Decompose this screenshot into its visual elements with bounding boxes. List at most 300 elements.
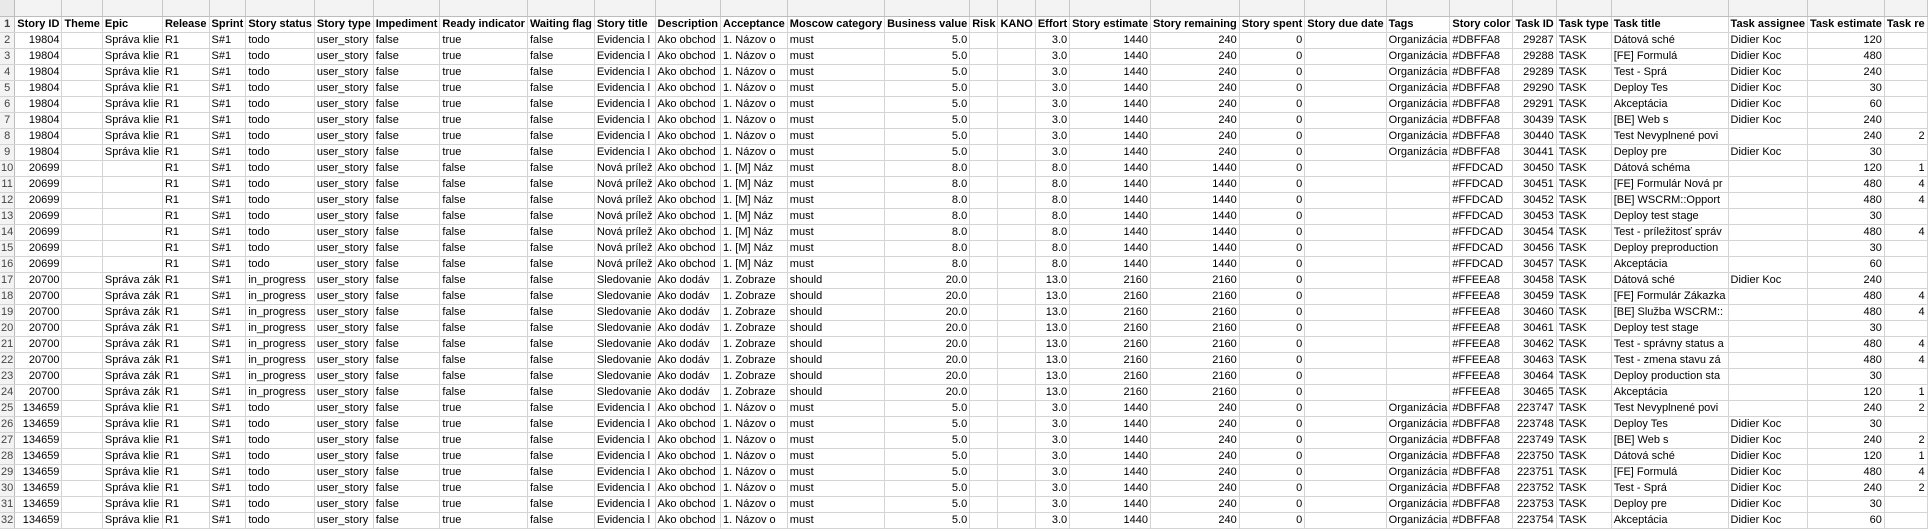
cell[interactable]: 3.0 [1035,416,1069,432]
cell[interactable] [970,256,998,272]
cell[interactable]: Evidencia l [594,48,655,64]
cell[interactable]: Organizácia [1386,112,1450,128]
cell[interactable]: #FFDCAD [1450,224,1513,240]
cell[interactable] [1305,400,1386,416]
cell[interactable] [62,128,102,144]
cell[interactable]: 20700 [15,288,62,304]
cell[interactable]: user_story [314,512,373,528]
cell[interactable]: 2160 [1150,272,1239,288]
column-title-cell[interactable]: Task estimate [1807,16,1884,32]
cell[interactable]: 0 [1239,432,1305,448]
cell[interactable]: todo [246,64,315,80]
cell[interactable]: Didier Koc [1728,96,1807,112]
cell[interactable]: S#1 [209,176,246,192]
cell[interactable]: 8.0 [885,176,970,192]
cell[interactable]: TASK [1556,384,1611,400]
cell[interactable]: Nová prílež [594,160,655,176]
column-title-cell[interactable]: Epic [102,16,162,32]
cell[interactable] [62,432,102,448]
cell[interactable]: 2160 [1070,320,1151,336]
cell[interactable]: 1. [M] Náz [721,256,788,272]
cell[interactable]: Test Nevyplnené povi [1611,128,1728,144]
column-title-cell[interactable]: Task title [1611,16,1728,32]
cell[interactable]: #FFEEA8 [1450,352,1513,368]
cell[interactable]: Sledovanie [594,272,655,288]
cell[interactable]: TASK [1556,208,1611,224]
cell[interactable]: Správa zák [102,288,162,304]
cell[interactable]: 5.0 [885,32,970,48]
cell[interactable]: 240 [1807,400,1884,416]
cell[interactable]: 480 [1807,176,1884,192]
cell[interactable]: 0 [1239,272,1305,288]
cell[interactable]: #FFEEA8 [1450,272,1513,288]
cell[interactable] [1728,320,1807,336]
cell[interactable]: Evidencia l [594,112,655,128]
cell[interactable]: 134659 [15,432,62,448]
cell[interactable] [1305,320,1386,336]
cell[interactable]: Ako obchod [655,224,721,240]
cell[interactable]: 480 [1807,304,1884,320]
cell[interactable]: Správa klie [102,48,162,64]
cell[interactable]: 0 [1239,128,1305,144]
cell[interactable]: S#1 [209,288,246,304]
column-header[interactable] [1728,0,1807,16]
cell[interactable]: Správa klie [102,464,162,480]
cell[interactable] [1305,384,1386,400]
cell[interactable] [62,400,102,416]
cell[interactable]: Organizácia [1386,80,1450,96]
column-title-cell[interactable]: Sprint [209,16,246,32]
cell[interactable] [62,176,102,192]
cell[interactable]: S#1 [209,352,246,368]
cell[interactable]: #DBFFA8 [1450,400,1513,416]
cell[interactable]: true [440,464,528,480]
cell[interactable]: 30451 [1513,176,1556,192]
cell[interactable]: 20.0 [885,272,970,288]
cell[interactable]: R1 [162,96,209,112]
cell[interactable]: 0 [1239,512,1305,528]
column-header[interactable] [1150,0,1239,16]
cell[interactable] [1728,160,1807,176]
cell[interactable]: false [527,352,594,368]
cell[interactable]: 0 [1239,240,1305,256]
row-number[interactable]: 18 [0,288,15,304]
cell[interactable]: #FFDCAD [1450,192,1513,208]
cell[interactable] [998,144,1035,160]
cell[interactable]: 240 [1807,128,1884,144]
cell[interactable]: 20.0 [885,368,970,384]
cell[interactable]: 3.0 [1035,512,1069,528]
cell[interactable]: 1. Zobraze [721,320,788,336]
cell[interactable]: 1440 [1070,240,1151,256]
cell[interactable]: R1 [162,304,209,320]
cell[interactable]: todo [246,192,315,208]
column-header[interactable] [885,0,970,16]
cell[interactable]: 5.0 [885,80,970,96]
cell[interactable] [970,224,998,240]
row-number[interactable]: 6 [0,96,15,112]
cell[interactable]: false [440,272,528,288]
cell[interactable]: TASK [1556,256,1611,272]
cell[interactable] [1884,144,1927,160]
cell[interactable]: Správa klie [102,32,162,48]
cell[interactable]: 2160 [1150,368,1239,384]
cell[interactable]: 1440 [1070,512,1151,528]
cell[interactable]: 8.0 [1035,256,1069,272]
cell[interactable]: [FE] Formulár Nová pr [1611,176,1728,192]
row-number[interactable]: 25 [0,400,15,416]
cell[interactable]: 20.0 [885,320,970,336]
cell[interactable] [1386,384,1450,400]
cell[interactable]: in_progress [246,352,315,368]
cell[interactable]: R1 [162,64,209,80]
cell[interactable]: 30465 [1513,384,1556,400]
cell[interactable]: Deploy pre [1611,496,1728,512]
cell[interactable]: user_story [314,80,373,96]
cell[interactable]: 0 [1239,192,1305,208]
cell[interactable]: todo [246,96,315,112]
cell[interactable]: 1. Zobraze [721,336,788,352]
cell[interactable]: 223754 [1513,512,1556,528]
cell[interactable]: R1 [162,272,209,288]
cell[interactable]: 5.0 [885,48,970,64]
cell[interactable]: R1 [162,208,209,224]
cell[interactable] [1884,256,1927,272]
cell[interactable]: 1. [M] Náz [721,224,788,240]
cell[interactable]: Deploy Tes [1611,80,1728,96]
cell[interactable]: 13.0 [1035,352,1069,368]
cell[interactable]: Evidencia l [594,32,655,48]
cell[interactable]: false [440,336,528,352]
cell[interactable] [998,80,1035,96]
cell[interactable]: false [440,256,528,272]
cell[interactable]: false [373,384,440,400]
cell[interactable]: 2160 [1070,352,1151,368]
cell[interactable]: Didier Koc [1728,144,1807,160]
cell[interactable]: 13.0 [1035,288,1069,304]
cell[interactable]: 20699 [15,208,62,224]
cell[interactable]: 1440 [1070,496,1151,512]
cell[interactable]: Organizácia [1386,64,1450,80]
cell[interactable] [1305,352,1386,368]
cell[interactable]: should [787,320,884,336]
cell[interactable] [1728,368,1807,384]
cell[interactable] [62,224,102,240]
cell[interactable]: Didier Koc [1728,496,1807,512]
cell[interactable] [1305,80,1386,96]
cell[interactable]: S#1 [209,208,246,224]
cell[interactable]: false [373,48,440,64]
cell[interactable]: false [440,176,528,192]
cell[interactable]: 0 [1239,496,1305,512]
cell[interactable]: #FFEEA8 [1450,304,1513,320]
cell[interactable] [1305,176,1386,192]
cell[interactable] [1386,336,1450,352]
cell[interactable]: in_progress [246,288,315,304]
cell[interactable]: 0 [1239,448,1305,464]
cell[interactable]: Deploy preproduction [1611,240,1728,256]
cell[interactable]: Správa klie [102,432,162,448]
cell[interactable]: TASK [1556,96,1611,112]
cell[interactable]: 1440 [1070,144,1151,160]
cell[interactable]: false [373,256,440,272]
cell[interactable]: TASK [1556,400,1611,416]
cell[interactable]: todo [246,512,315,528]
cell[interactable] [1386,160,1450,176]
cell[interactable]: 8.0 [1035,192,1069,208]
cell[interactable]: 30439 [1513,112,1556,128]
cell[interactable] [970,416,998,432]
cell[interactable]: Dátová schéma [1611,160,1728,176]
cell[interactable]: S#1 [209,160,246,176]
cell[interactable] [62,32,102,48]
column-header[interactable] [373,0,440,16]
cell[interactable]: false [527,384,594,400]
cell[interactable]: 1. Názov o [721,496,788,512]
cell[interactable]: R1 [162,416,209,432]
cell[interactable] [62,192,102,208]
cell[interactable]: Didier Koc [1728,112,1807,128]
cell[interactable]: 1. Zobraze [721,368,788,384]
cell[interactable] [1728,400,1807,416]
cell[interactable]: 1440 [1070,400,1151,416]
cell[interactable]: 1. Názov o [721,48,788,64]
cell[interactable]: 0 [1239,464,1305,480]
cell[interactable]: user_story [314,256,373,272]
cell[interactable]: S#1 [209,80,246,96]
cell[interactable]: 20699 [15,192,62,208]
cell[interactable]: must [787,416,884,432]
cell[interactable]: 223750 [1513,448,1556,464]
cell[interactable]: #DBFFA8 [1450,48,1513,64]
cell[interactable]: 29287 [1513,32,1556,48]
cell[interactable]: 30 [1807,416,1884,432]
cell[interactable] [998,336,1035,352]
cell[interactable]: 480 [1807,288,1884,304]
cell[interactable]: 1440 [1070,112,1151,128]
cell[interactable]: false [527,80,594,96]
cell[interactable]: R1 [162,176,209,192]
cell[interactable]: Sledovanie [594,384,655,400]
cell[interactable]: user_story [314,448,373,464]
cell[interactable]: 30450 [1513,160,1556,176]
cell[interactable]: R1 [162,368,209,384]
column-title-cell[interactable]: Theme [62,16,102,32]
cell[interactable] [1305,192,1386,208]
cell[interactable] [62,96,102,112]
cell[interactable]: TASK [1556,416,1611,432]
row-number[interactable]: 31 [0,496,15,512]
column-title-cell[interactable]: Story estimate [1070,16,1151,32]
cell[interactable]: 3.0 [1035,448,1069,464]
cell[interactable] [998,176,1035,192]
cell[interactable]: todo [246,80,315,96]
cell[interactable]: S#1 [209,336,246,352]
cell[interactable]: Didier Koc [1728,80,1807,96]
cell[interactable]: false [527,48,594,64]
cell[interactable]: 240 [1150,32,1239,48]
cell[interactable]: 19804 [15,144,62,160]
cell[interactable]: 19804 [15,48,62,64]
column-title-cell[interactable]: KANO [998,16,1035,32]
cell[interactable]: TASK [1556,272,1611,288]
cell[interactable]: 3.0 [1035,64,1069,80]
cell[interactable]: 20700 [15,304,62,320]
cell[interactable]: Deploy test stage [1611,320,1728,336]
cell[interactable]: 1. Zobraze [721,288,788,304]
cell[interactable]: true [440,64,528,80]
cell[interactable]: 0 [1239,288,1305,304]
cell[interactable] [970,448,998,464]
cell[interactable]: false [527,480,594,496]
cell[interactable]: todo [246,160,315,176]
row-number[interactable]: 30 [0,480,15,496]
cell[interactable]: 134659 [15,416,62,432]
cell[interactable]: 1440 [1150,240,1239,256]
cell[interactable] [62,48,102,64]
cell[interactable] [998,512,1035,528]
cell[interactable]: false [527,336,594,352]
cell[interactable]: user_story [314,176,373,192]
cell[interactable] [62,320,102,336]
cell[interactable]: 3.0 [1035,496,1069,512]
cell[interactable]: true [440,96,528,112]
cell[interactable]: 20.0 [885,288,970,304]
column-header[interactable] [1884,0,1927,16]
cell[interactable]: 1. [M] Náz [721,192,788,208]
cell[interactable]: 0 [1239,368,1305,384]
cell[interactable]: false [373,176,440,192]
cell[interactable]: false [527,400,594,416]
cell[interactable] [998,448,1035,464]
cell[interactable]: must [787,480,884,496]
cell[interactable]: 4 [1884,192,1927,208]
cell[interactable]: TASK [1556,192,1611,208]
cell[interactable]: TASK [1556,320,1611,336]
cell[interactable]: 1. Zobraze [721,352,788,368]
cell[interactable]: Nová prílež [594,176,655,192]
cell[interactable]: 19804 [15,128,62,144]
cell[interactable]: 30 [1807,240,1884,256]
cell[interactable] [970,128,998,144]
cell[interactable]: Evidencia l [594,96,655,112]
cell[interactable]: 240 [1807,64,1884,80]
cell[interactable]: 223752 [1513,480,1556,496]
cell[interactable]: 20699 [15,224,62,240]
cell[interactable] [1884,48,1927,64]
cell[interactable]: 1. Názov o [721,32,788,48]
cell[interactable]: false [373,464,440,480]
cell[interactable] [62,352,102,368]
cell[interactable] [102,224,162,240]
cell[interactable]: 20.0 [885,352,970,368]
cell[interactable]: TASK [1556,160,1611,176]
column-title-cell[interactable]: Task re [1884,16,1927,32]
cell[interactable]: 120 [1807,160,1884,176]
cell[interactable]: 8.0 [1035,176,1069,192]
cell[interactable]: false [527,192,594,208]
cell[interactable]: 1440 [1150,160,1239,176]
cell[interactable]: Evidencia l [594,480,655,496]
cell[interactable]: 1. Názov o [721,64,788,80]
cell[interactable] [1386,304,1450,320]
cell[interactable] [1305,464,1386,480]
cell[interactable]: user_story [314,416,373,432]
cell[interactable]: false [373,64,440,80]
row-number[interactable]: 4 [0,64,15,80]
cell[interactable]: true [440,128,528,144]
cell[interactable]: 134659 [15,496,62,512]
cell[interactable]: todo [246,224,315,240]
cell[interactable]: #DBFFA8 [1450,464,1513,480]
cell[interactable]: user_story [314,128,373,144]
cell[interactable] [970,240,998,256]
cell[interactable]: 8.0 [1035,160,1069,176]
cell[interactable]: false [373,112,440,128]
column-title-cell[interactable]: Story status [246,16,315,32]
cell[interactable]: 4 [1884,336,1927,352]
cell[interactable]: 60 [1807,512,1884,528]
cell[interactable]: Didier Koc [1728,272,1807,288]
cell[interactable]: Organizácia [1386,144,1450,160]
cell[interactable]: Evidencia l [594,64,655,80]
cell[interactable]: false [373,400,440,416]
cell[interactable] [998,32,1035,48]
cell[interactable]: 5.0 [885,144,970,160]
cell[interactable]: 4 [1884,352,1927,368]
row-number[interactable]: 28 [0,448,15,464]
cell[interactable]: R1 [162,240,209,256]
cell[interactable]: 1440 [1150,176,1239,192]
cell[interactable]: must [787,128,884,144]
cell[interactable]: 60 [1807,256,1884,272]
cell[interactable]: #FFEEA8 [1450,288,1513,304]
cell[interactable]: S#1 [209,480,246,496]
cell[interactable]: true [440,400,528,416]
cell[interactable] [970,192,998,208]
row-number[interactable]: 11 [0,176,15,192]
cell[interactable]: S#1 [209,272,246,288]
cell[interactable] [1728,128,1807,144]
cell[interactable]: Ako dodáv [655,272,721,288]
cell[interactable]: 240 [1150,480,1239,496]
cell[interactable]: 60 [1807,96,1884,112]
cell[interactable]: 5.0 [885,448,970,464]
column-title-cell[interactable]: Task assignee [1728,16,1807,32]
cell[interactable]: 134659 [15,464,62,480]
cell[interactable] [62,464,102,480]
cell[interactable]: 8.0 [1035,240,1069,256]
cell[interactable]: 5.0 [885,464,970,480]
cell[interactable]: 1. Názov o [721,144,788,160]
cell[interactable] [1305,64,1386,80]
cell[interactable]: 1 [1884,448,1927,464]
cell[interactable]: Ako obchod [655,208,721,224]
cell[interactable]: Správa klie [102,96,162,112]
cell[interactable]: 134659 [15,512,62,528]
cell[interactable] [1884,96,1927,112]
column-header[interactable] [1807,0,1884,16]
cell[interactable]: Správa klie [102,144,162,160]
cell[interactable]: todo [246,240,315,256]
cell[interactable]: 8.0 [885,256,970,272]
column-title-cell[interactable]: Story ID [15,16,62,32]
cell[interactable] [102,176,162,192]
cell[interactable]: 2160 [1070,304,1151,320]
row-number[interactable]: 17 [0,272,15,288]
cell[interactable]: user_story [314,64,373,80]
cell[interactable]: false [527,512,594,528]
